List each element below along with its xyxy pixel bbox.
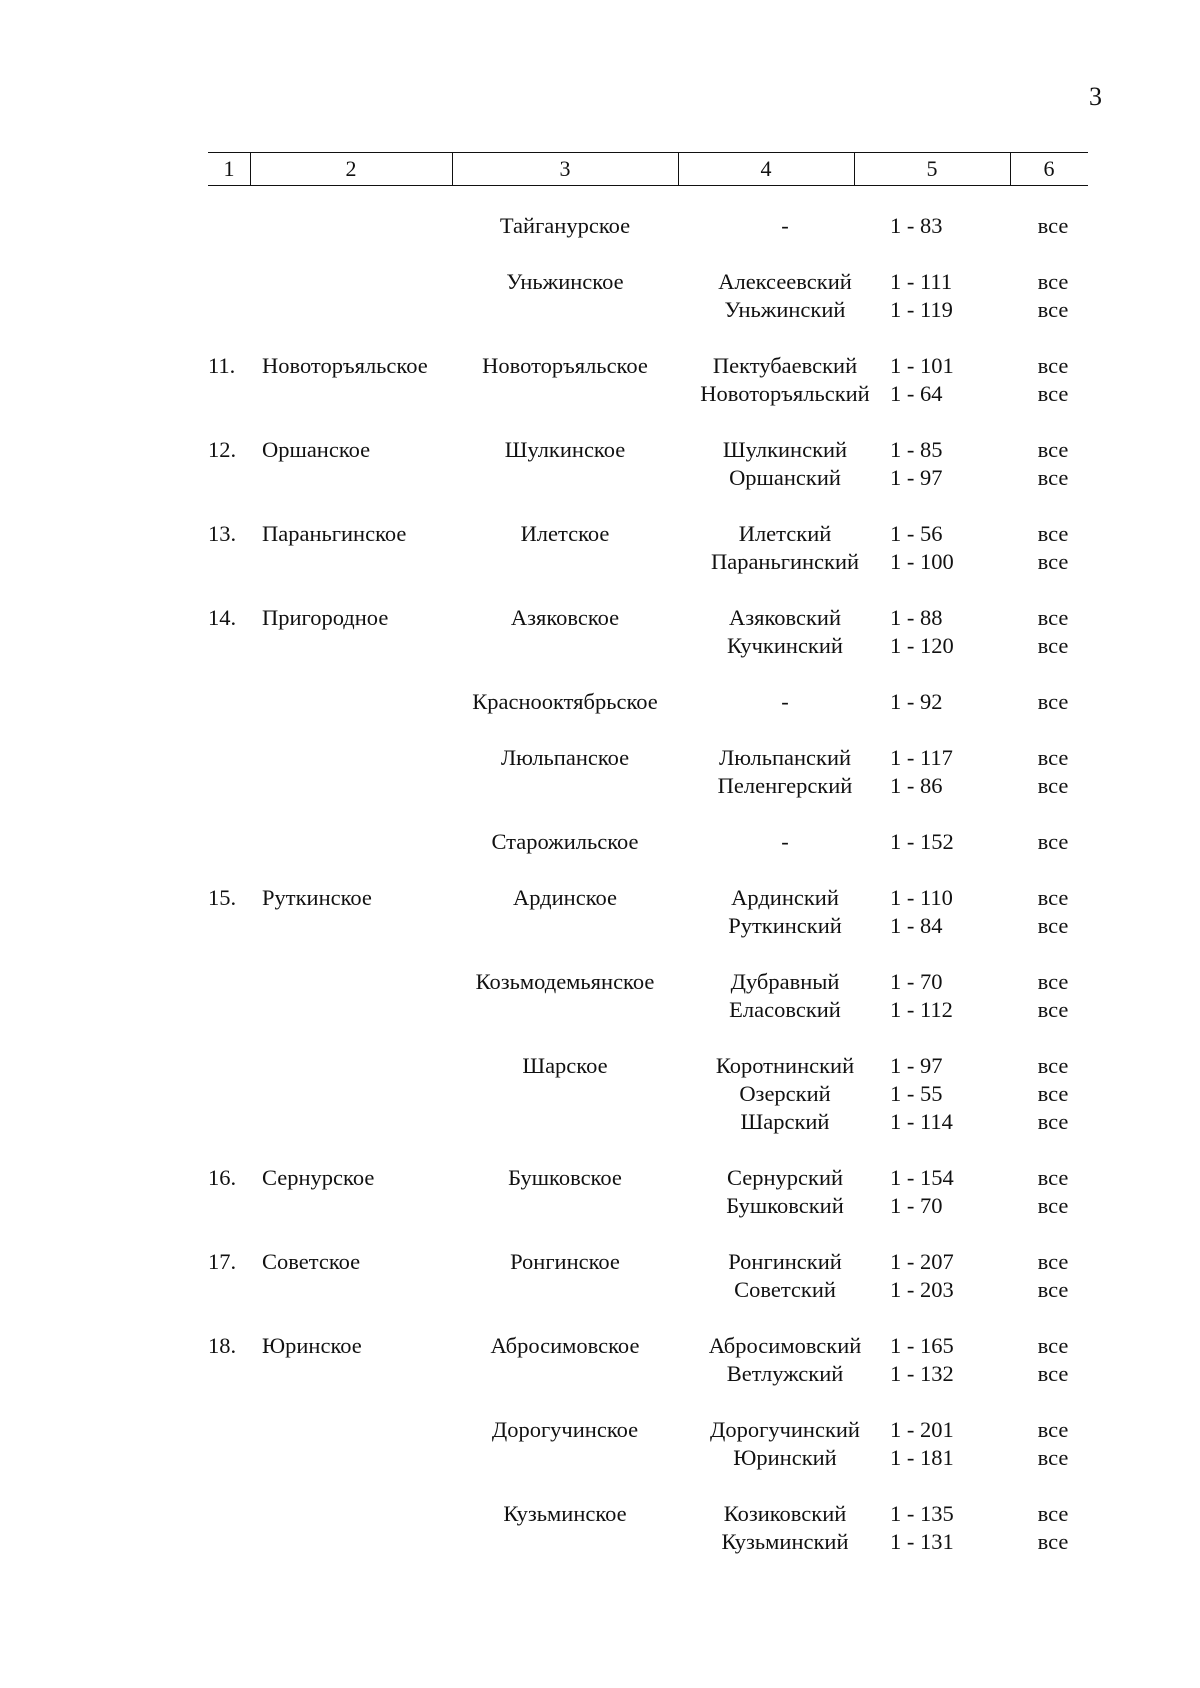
number-range: 1 - 92: [890, 689, 943, 714]
precinct-name: -: [781, 213, 789, 238]
precinct-name: Пектубаевский: [712, 353, 858, 378]
column-header-1: 1: [223, 156, 235, 181]
scope-value: все: [1037, 745, 1069, 770]
scope-value: все: [1037, 997, 1069, 1022]
column-header-2: 2: [345, 156, 357, 181]
precinct-name: Шулкинский: [722, 437, 848, 462]
column-header-3: 3: [559, 156, 571, 181]
settlement-name: Краснооктябрьское: [472, 689, 658, 714]
table-row: [0, 268, 1200, 296]
number-range: 1 - 203: [890, 1277, 954, 1302]
settlement-name: Илетское: [520, 521, 610, 546]
row-number: 12.: [208, 437, 237, 462]
row-number: 15.: [208, 885, 237, 910]
table-row: [0, 1108, 1200, 1136]
precinct-name: Азяковский: [728, 605, 842, 630]
number-range: 1 - 70: [890, 969, 943, 994]
number-range: 1 - 83: [890, 213, 943, 238]
district-name: Советское: [262, 1249, 361, 1274]
precinct-name: Оршанский: [729, 465, 841, 490]
precinct-name: Юринский: [733, 1445, 837, 1470]
scope-value: все: [1037, 521, 1069, 546]
number-range: 1 - 111: [890, 269, 953, 294]
table-row: [0, 1192, 1200, 1220]
scope-value: все: [1037, 1361, 1069, 1386]
number-range: 1 - 86: [890, 773, 943, 798]
precinct-name: Ардинский: [731, 885, 839, 910]
table-row: [0, 1444, 1200, 1472]
scope-value: все: [1037, 1165, 1069, 1190]
precinct-name: Бушковский: [726, 1193, 844, 1218]
precinct-name: Еласовский: [729, 997, 841, 1022]
row-number: 13.: [208, 521, 237, 546]
settlement-name: Уньжинское: [506, 269, 624, 294]
number-range: 1 - 132: [890, 1361, 954, 1386]
table-row: [0, 436, 1200, 464]
settlement-name: Старожильское: [491, 829, 639, 854]
number-range: 1 - 84: [890, 913, 943, 938]
number-range: 1 - 181: [890, 1445, 954, 1470]
precinct-name: Советский: [734, 1277, 836, 1302]
column-header-5: 5: [926, 156, 938, 181]
row-number: 16.: [208, 1165, 237, 1190]
scope-value: все: [1037, 1501, 1069, 1526]
district-name: Сернурское: [262, 1165, 375, 1190]
scope-value: все: [1037, 1109, 1069, 1134]
number-range: 1 - 101: [890, 353, 954, 378]
precinct-name: Сернурский: [726, 1165, 844, 1190]
table-row: [0, 548, 1200, 576]
table-row: [0, 968, 1200, 996]
table-row: [0, 1528, 1200, 1556]
settlement-name: Ронгинское: [510, 1249, 620, 1274]
number-range: 1 - 201: [890, 1417, 954, 1442]
precinct-name: -: [781, 829, 789, 854]
number-range: 1 - 56: [890, 521, 943, 546]
district-name: Параньгинское: [262, 521, 407, 546]
scope-value: все: [1037, 465, 1069, 490]
table-row: [0, 772, 1200, 800]
scope-value: все: [1037, 381, 1069, 406]
number-range: 1 - 97: [890, 465, 943, 490]
settlement-name: Шарское: [522, 1053, 608, 1078]
scope-value: все: [1037, 213, 1069, 238]
scope-value: все: [1037, 605, 1069, 630]
precinct-name: Кучкинский: [727, 633, 843, 658]
number-range: 1 - 64: [890, 381, 943, 406]
precinct-name: Дубравный: [730, 969, 840, 994]
row-number: 18.: [208, 1333, 237, 1358]
scope-value: все: [1037, 1277, 1069, 1302]
table-row: [0, 1164, 1200, 1192]
number-range: 1 - 154: [890, 1165, 954, 1190]
table-row: [0, 828, 1200, 856]
settlement-name: Тайганурское: [499, 213, 631, 238]
scope-value: все: [1037, 1445, 1069, 1470]
number-range: 1 - 100: [890, 549, 954, 574]
settlement-name: Дорогучинское: [491, 1417, 639, 1442]
row-number: 14.: [208, 605, 237, 630]
number-range: 1 - 112: [890, 997, 953, 1022]
settlement-name: Шулкинское: [504, 437, 626, 462]
scope-value: все: [1037, 1529, 1069, 1554]
precinct-name: Илетский: [738, 521, 832, 546]
scope-value: все: [1037, 633, 1069, 658]
column-header-4: 4: [760, 156, 772, 181]
scope-value: все: [1037, 689, 1069, 714]
settlement-name: Ардинское: [512, 885, 618, 910]
scope-value: все: [1037, 1081, 1069, 1106]
precinct-name: Руткинский: [728, 913, 842, 938]
table-row: [0, 380, 1200, 408]
number-range: 1 - 114: [890, 1109, 953, 1134]
number-range: 1 - 152: [890, 829, 954, 854]
scope-value: все: [1037, 1193, 1069, 1218]
table-row: [0, 352, 1200, 380]
scope-value: все: [1037, 437, 1069, 462]
number-range: 1 - 119: [890, 297, 953, 322]
precinct-name: Кузьминский: [721, 1529, 849, 1554]
number-range: 1 - 97: [890, 1053, 943, 1078]
table-row: [0, 1248, 1200, 1276]
settlement-name: Абросимовское: [490, 1333, 640, 1358]
district-name: Руткинское: [262, 885, 372, 910]
table-row: [0, 688, 1200, 716]
scope-value: все: [1037, 829, 1069, 854]
table-row: [0, 884, 1200, 912]
settlement-name: Азяковское: [510, 605, 620, 630]
table-row: [0, 632, 1200, 660]
precinct-name: Ветлужский: [726, 1361, 844, 1386]
number-range: 1 - 135: [890, 1501, 954, 1526]
table-row: [0, 1080, 1200, 1108]
number-range: 1 - 165: [890, 1333, 954, 1358]
precinct-name: Алексеевский: [718, 269, 852, 294]
page-number: 3: [1089, 82, 1102, 111]
settlement-name: Люльпанское: [500, 745, 630, 770]
settlement-name: Новоторъяльское: [482, 353, 648, 378]
table-row: [0, 520, 1200, 548]
number-range: 1 - 131: [890, 1529, 954, 1554]
scope-value: все: [1037, 773, 1069, 798]
number-range: 1 - 70: [890, 1193, 943, 1218]
precinct-name: Дорогучинский: [710, 1417, 860, 1442]
precinct-name: Люльпанский: [718, 745, 852, 770]
scope-value: все: [1037, 353, 1069, 378]
district-name: Новоторъяльское: [262, 353, 428, 378]
table-row: [0, 912, 1200, 940]
scope-value: все: [1037, 297, 1069, 322]
scope-value: все: [1037, 913, 1069, 938]
scope-value: все: [1037, 1249, 1069, 1274]
table-row: [0, 296, 1200, 324]
table-row: [0, 1416, 1200, 1444]
number-range: 1 - 117: [890, 745, 953, 770]
scope-value: все: [1037, 1417, 1069, 1442]
precinct-name: Коротнинский: [715, 1053, 855, 1078]
precinct-name: -: [781, 689, 789, 714]
scope-value: все: [1037, 549, 1069, 574]
column-header-6: 6: [1043, 156, 1055, 181]
table-row: [0, 996, 1200, 1024]
table-row: [0, 604, 1200, 632]
number-range: 1 - 88: [890, 605, 943, 630]
settlement-name: Козьмодемьянское: [475, 969, 655, 994]
precinct-name: Новоторъяльский: [700, 381, 870, 406]
table-row: [0, 1332, 1200, 1360]
precinct-name: Шарский: [740, 1109, 830, 1134]
precinct-name: Пеленгерский: [717, 773, 853, 798]
precinct-name: Ронгинский: [728, 1249, 842, 1274]
number-range: 1 - 110: [890, 885, 953, 910]
table-row: [0, 1276, 1200, 1304]
table-row: [0, 1052, 1200, 1080]
precinct-name: Параньгинский: [710, 549, 860, 574]
table-row: [0, 464, 1200, 492]
row-number: 17.: [208, 1249, 237, 1274]
number-range: 1 - 55: [890, 1081, 943, 1106]
precinct-name: Козиковский: [723, 1501, 847, 1526]
settlement-name: Кузьминское: [503, 1501, 627, 1526]
scope-value: все: [1037, 885, 1069, 910]
district-name: Оршанское: [262, 437, 371, 462]
table-row: [0, 744, 1200, 772]
row-number: 11.: [208, 353, 236, 378]
scope-value: все: [1037, 1333, 1069, 1358]
settlement-name: Бушковское: [508, 1165, 622, 1190]
number-range: 1 - 85: [890, 437, 943, 462]
district-name: Пригородное: [262, 605, 389, 630]
number-range: 1 - 120: [890, 633, 954, 658]
scope-value: все: [1037, 969, 1069, 994]
table-header: [208, 152, 1088, 186]
scope-value: все: [1037, 269, 1069, 294]
scope-value: все: [1037, 1053, 1069, 1078]
table-row: [0, 1360, 1200, 1388]
precinct-name: Уньжинский: [724, 297, 846, 322]
table-row: [0, 212, 1200, 240]
precinct-name: Абросимовский: [708, 1333, 862, 1358]
district-name: Юринское: [262, 1333, 362, 1358]
number-range: 1 - 207: [890, 1249, 954, 1274]
table-row: [0, 1500, 1200, 1528]
precinct-name: Озерский: [739, 1081, 831, 1106]
